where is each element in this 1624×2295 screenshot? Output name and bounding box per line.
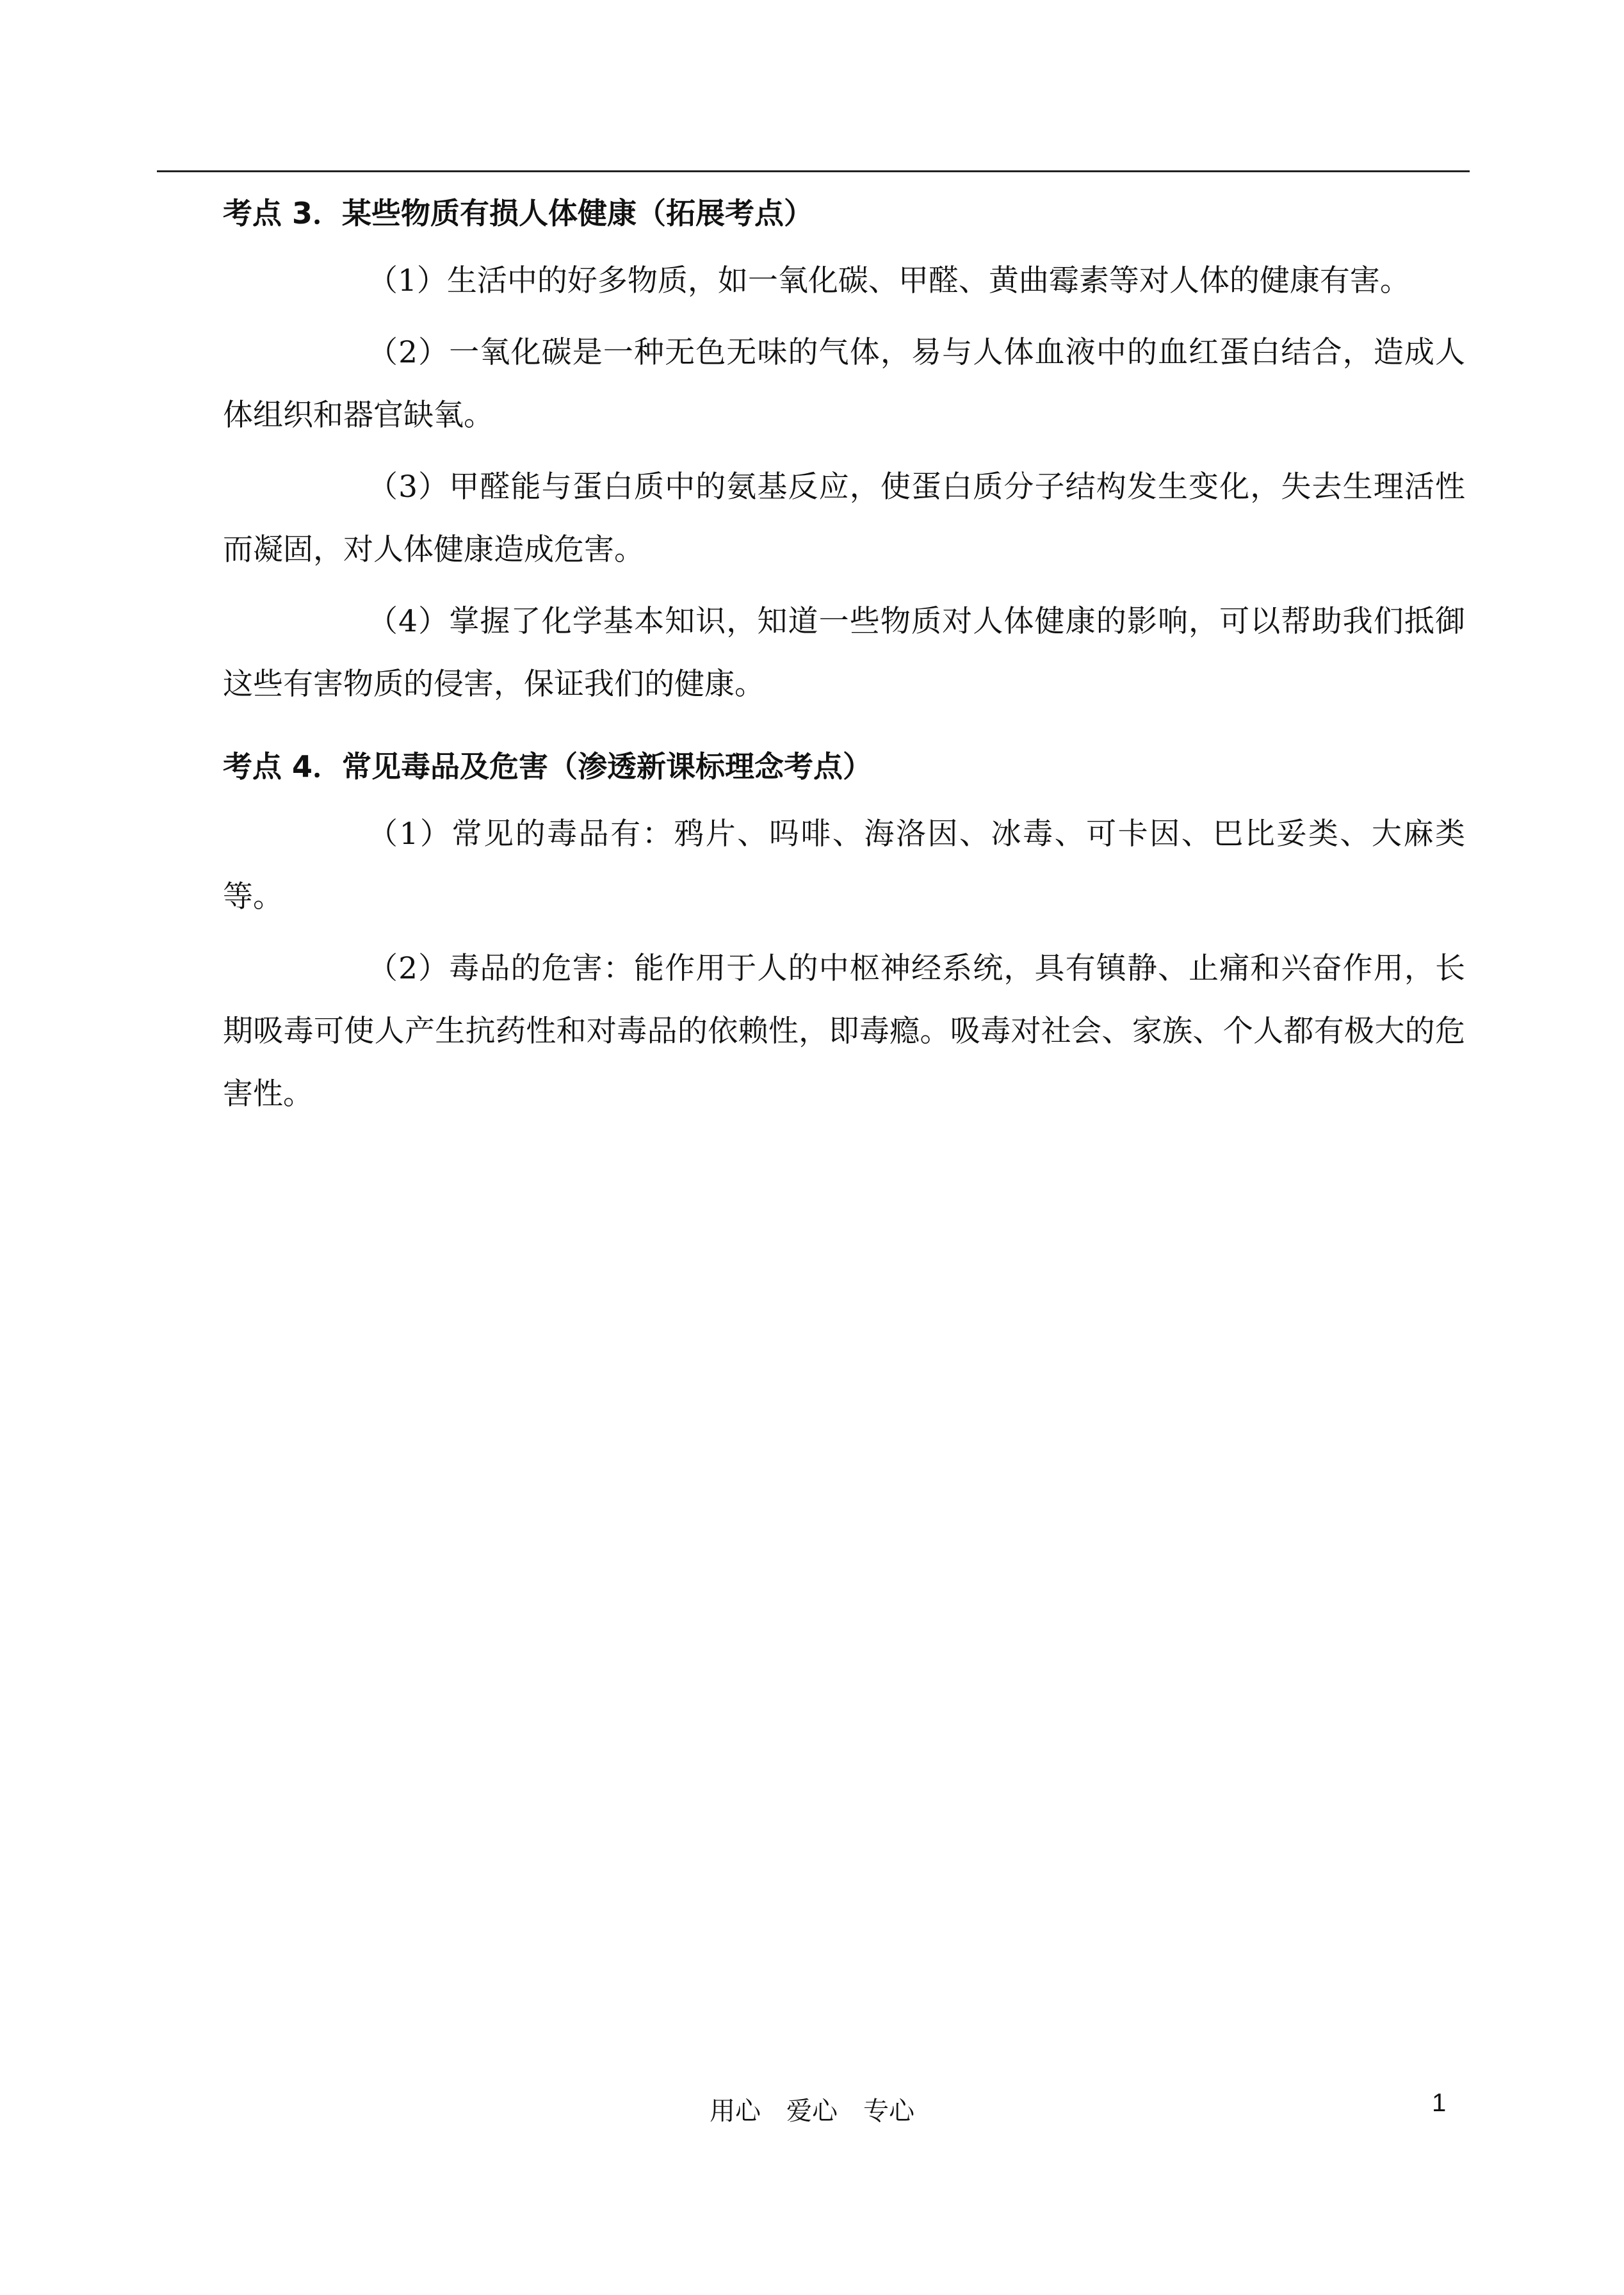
document-body	[223, 186, 1465, 1126]
footer-motto: 用心 爱心 专心	[710, 2096, 914, 2126]
header-rule	[157, 170, 1470, 172]
paragraph-3-2: （2）一氧化碳是一种无色无味的气体，易与人体血液中的血红蛋白结合，造成人体组织和器官缺氧。	[223, 335, 1465, 433]
page-number: 1	[1432, 2089, 1447, 2117]
paragraph-3-1: （1）生活中的好多物质，如一氧化碳、甲醛、黄曲霉素等对人体的健康有害。	[368, 263, 1410, 298]
section-heading-4: 考点 4．常见毒品及危害（渗透新课标理念考点）	[223, 749, 873, 784]
paragraph-4-2: （2）毒品的危害：能作用于人的中枢神经系统，具有镇静、止痛和兴奋作用，长期吸毒可使人产生抗药性和对毒品的依赖性，即毒瘾。吸毒对社会、家族、个人都有极大的危害性。	[223, 951, 1465, 1112]
paragraph-3-4: （4）掌握了化学基本知识，知道一些物质对人体健康的影响，可以帮助我们抵御这些有害物质的侵害，保证我们的健康。	[223, 604, 1465, 702]
section-heading-3: 考点 3．某些物质有损人体健康（拓展考点）	[223, 196, 814, 231]
paragraph-3-3: （3）甲醛能与蛋白质中的氨基反应，使蛋白质分子结构发生变化，失去生理活性而凝固，对人体健康造成危害。	[223, 469, 1465, 567]
paragraph-4-1: （1）常见的毒品有：鸦片、吗啡、海洛因、冰毒、可卡因、巴比妥类、大麻类等。	[223, 816, 1465, 914]
